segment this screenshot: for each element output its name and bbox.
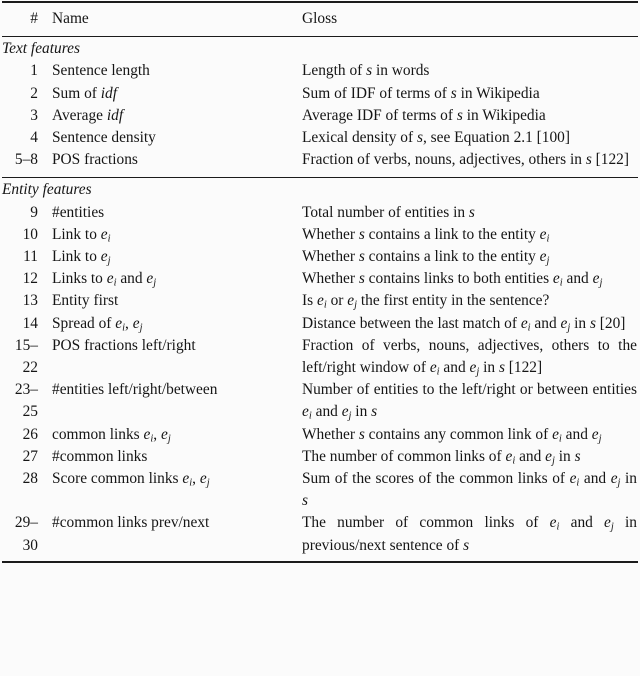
- feature-name: #entities left/right/between: [52, 381, 218, 399]
- math-symbol: $e_j$: [604, 514, 614, 534]
- table-row: [2, 246, 638, 268]
- table-row: [2, 335, 638, 379]
- math-symbol: $e_j$: [469, 359, 480, 378]
- section-row: [2, 178, 638, 202]
- header-row: [2, 2, 638, 37]
- table-row: [2, 224, 638, 246]
- row-number: 23–25: [14, 381, 38, 421]
- table-row: [2, 60, 638, 82]
- table-row: [2, 424, 638, 446]
- math-symbol: $e_i$: [552, 425, 562, 445]
- math-symbol: s: [498, 359, 505, 377]
- feature-name: #entities: [52, 203, 105, 221]
- section-row: [2, 37, 638, 61]
- table-body: [2, 37, 638, 562]
- math-symbol: $e_j$: [539, 248, 550, 267]
- section-title: Entity features: [2, 178, 638, 202]
- math-symbol: s: [416, 129, 423, 147]
- feature-name: #common links: [52, 447, 148, 465]
- math-symbol: s: [366, 62, 373, 80]
- math-symbol: s: [589, 314, 596, 332]
- feature-gloss: The number of common links of $e_i$ and $e_j$ in s: [302, 447, 581, 467]
- row-number: 29–30: [14, 514, 38, 554]
- feature-gloss: Whether s contains a link to the entity $e_i$: [302, 225, 550, 245]
- table-row: [2, 468, 638, 512]
- math-symbol: $e_j$: [132, 314, 143, 334]
- math-symbol: $e_i$: [182, 470, 193, 489]
- feature-gloss: The number of common links of $e_i$ and $e_j$ in previous/next sentence of s: [302, 514, 637, 554]
- math-symbol: s: [371, 403, 378, 421]
- math-symbol: s: [574, 447, 581, 465]
- table-row: [2, 202, 638, 224]
- feature-name: Link to $e_j$: [52, 248, 111, 267]
- header-gloss-column: Gloss: [289, 2, 638, 37]
- math-symbol: $e_j$: [160, 425, 171, 445]
- feature-name: Link to $e_i$: [52, 225, 111, 245]
- feature-gloss: Length of s in words: [302, 62, 430, 80]
- math-symbol: $e_j$: [347, 292, 358, 312]
- math-symbol: $e_i$: [143, 425, 154, 445]
- row-number: 3: [30, 106, 38, 124]
- math-symbol: $e_j$: [610, 470, 621, 489]
- feature-gloss: Fraction of verbs, nouns, adjectives, others to the left/right window of $e_i$ and $e_j$ in s [122]: [302, 336, 637, 378]
- math-symbol: $e_j$: [591, 425, 602, 445]
- row-number: 26: [22, 425, 38, 443]
- feature-name: POS fractions: [52, 151, 138, 169]
- math-symbol: s: [468, 203, 475, 221]
- table-row: [2, 379, 638, 423]
- table-row: [2, 313, 638, 335]
- math-symbol: $e_j$: [341, 403, 352, 423]
- feature-name: Sentence density: [52, 129, 156, 147]
- math-symbol: s: [358, 248, 365, 266]
- math-symbol: $e_j$: [199, 470, 210, 489]
- math-symbol: s: [358, 225, 365, 243]
- feature-gloss: Average IDF of terms of s in Wikipedia: [302, 106, 546, 124]
- table-row: [2, 290, 638, 312]
- table-row: [2, 83, 638, 105]
- math-symbol: $e_j$: [146, 270, 157, 289]
- row-number: 11: [23, 248, 38, 266]
- table-row: [2, 127, 638, 149]
- feature-gloss: Whether s contains a link to the entity $e_j$: [302, 248, 550, 267]
- math-symbol: $e_i$: [429, 359, 440, 378]
- row-number: 9: [30, 203, 38, 221]
- math-symbol: s: [358, 425, 365, 443]
- math-symbol: $e_i$: [316, 292, 327, 312]
- table-row: [2, 149, 638, 178]
- feature-name: Sum of idf: [52, 84, 117, 102]
- feature-name: POS fractions left/right: [52, 336, 196, 354]
- feature-name: Links to $e_i$ and $e_j$: [52, 270, 157, 289]
- feature-name: Score common links $e_i$, $e_j$: [52, 470, 210, 489]
- row-number: 4: [30, 129, 38, 147]
- row-number: 28: [22, 470, 38, 488]
- math-symbol: $e_j$: [545, 447, 555, 467]
- feature-gloss: Total number of entities in s: [302, 203, 475, 221]
- math-symbol: s: [302, 492, 308, 510]
- math-symbol: idf: [106, 106, 124, 124]
- math-symbol: s: [585, 151, 592, 169]
- feature-table: [2, 1, 638, 563]
- math-symbol: $e_i$: [549, 514, 560, 534]
- feature-name: #common links prev/next: [52, 514, 210, 532]
- row-number: 1: [30, 62, 38, 80]
- feature-name: common links $e_i$, $e_j$: [52, 425, 171, 445]
- table-row: [2, 512, 638, 561]
- math-symbol: $e_i$: [505, 447, 516, 467]
- row-number: 2: [30, 84, 38, 102]
- feature-gloss: Number of entities to the left/right or between entities $e_i$ and $e_j$ in s: [302, 381, 637, 423]
- math-symbol: idf: [100, 84, 117, 102]
- feature-name: Spread of $e_i$, $e_j$: [52, 314, 143, 334]
- row-number: 13: [22, 292, 38, 310]
- math-symbol: s: [463, 536, 470, 554]
- math-symbol: $e_i$: [520, 314, 531, 334]
- math-symbol: $e_i$: [106, 270, 117, 289]
- feature-gloss: Is $e_i$ or $e_j$ the first entity in the sentence?: [302, 292, 550, 312]
- header-name-column: Name: [52, 2, 289, 37]
- feature-gloss: Lexical density of s, see Equation 2.1 [100]: [302, 129, 570, 147]
- row-number: 15–22: [14, 336, 38, 377]
- feature-name: Average idf: [52, 106, 124, 124]
- math-symbol: s: [456, 106, 463, 124]
- table-row: [2, 446, 638, 468]
- feature-gloss: Sum of IDF of terms of s in Wikipedia: [302, 84, 540, 102]
- math-symbol: $e_j$: [560, 314, 571, 334]
- math-symbol: s: [450, 84, 457, 102]
- feature-gloss: Fraction of verbs, nouns, adjectives, others in s [122]: [302, 151, 629, 169]
- table-row: [2, 268, 638, 290]
- math-symbol: s: [358, 270, 365, 288]
- feature-gloss: Whether s contains any common link of $e_i$ and $e_j$: [302, 425, 602, 445]
- row-number: 14: [22, 314, 38, 332]
- math-symbol: $e_i$: [100, 225, 111, 245]
- math-symbol: $e_j$: [592, 270, 603, 289]
- math-symbol: $e_j$: [100, 248, 111, 267]
- feature-name: Entity first: [52, 292, 119, 310]
- math-symbol: $e_i$: [115, 314, 126, 334]
- feature-name: Sentence length: [52, 62, 150, 80]
- row-number: 5–8: [14, 151, 38, 169]
- table-row: [2, 105, 638, 127]
- section-title: Text features: [2, 40, 80, 58]
- math-symbol: $e_i$: [539, 225, 550, 245]
- math-symbol: $e_i$: [569, 470, 580, 489]
- header-number-column: #: [2, 2, 52, 37]
- table-header: [2, 2, 638, 37]
- feature-gloss: Whether s contains links to both entities $e_i$ and $e_j$: [302, 270, 603, 289]
- row-number: 10: [22, 225, 38, 243]
- math-symbol: $e_i$: [552, 270, 563, 289]
- feature-gloss: Distance between the last match of $e_i$ and $e_j$ in s [20]: [302, 314, 626, 334]
- row-number: 12: [22, 270, 38, 288]
- feature-gloss: Sum of the scores of the common links of $e_i$ and $e_j$ in s: [302, 470, 637, 510]
- math-symbol: $e_i$: [302, 403, 312, 423]
- row-number: 27: [22, 447, 38, 465]
